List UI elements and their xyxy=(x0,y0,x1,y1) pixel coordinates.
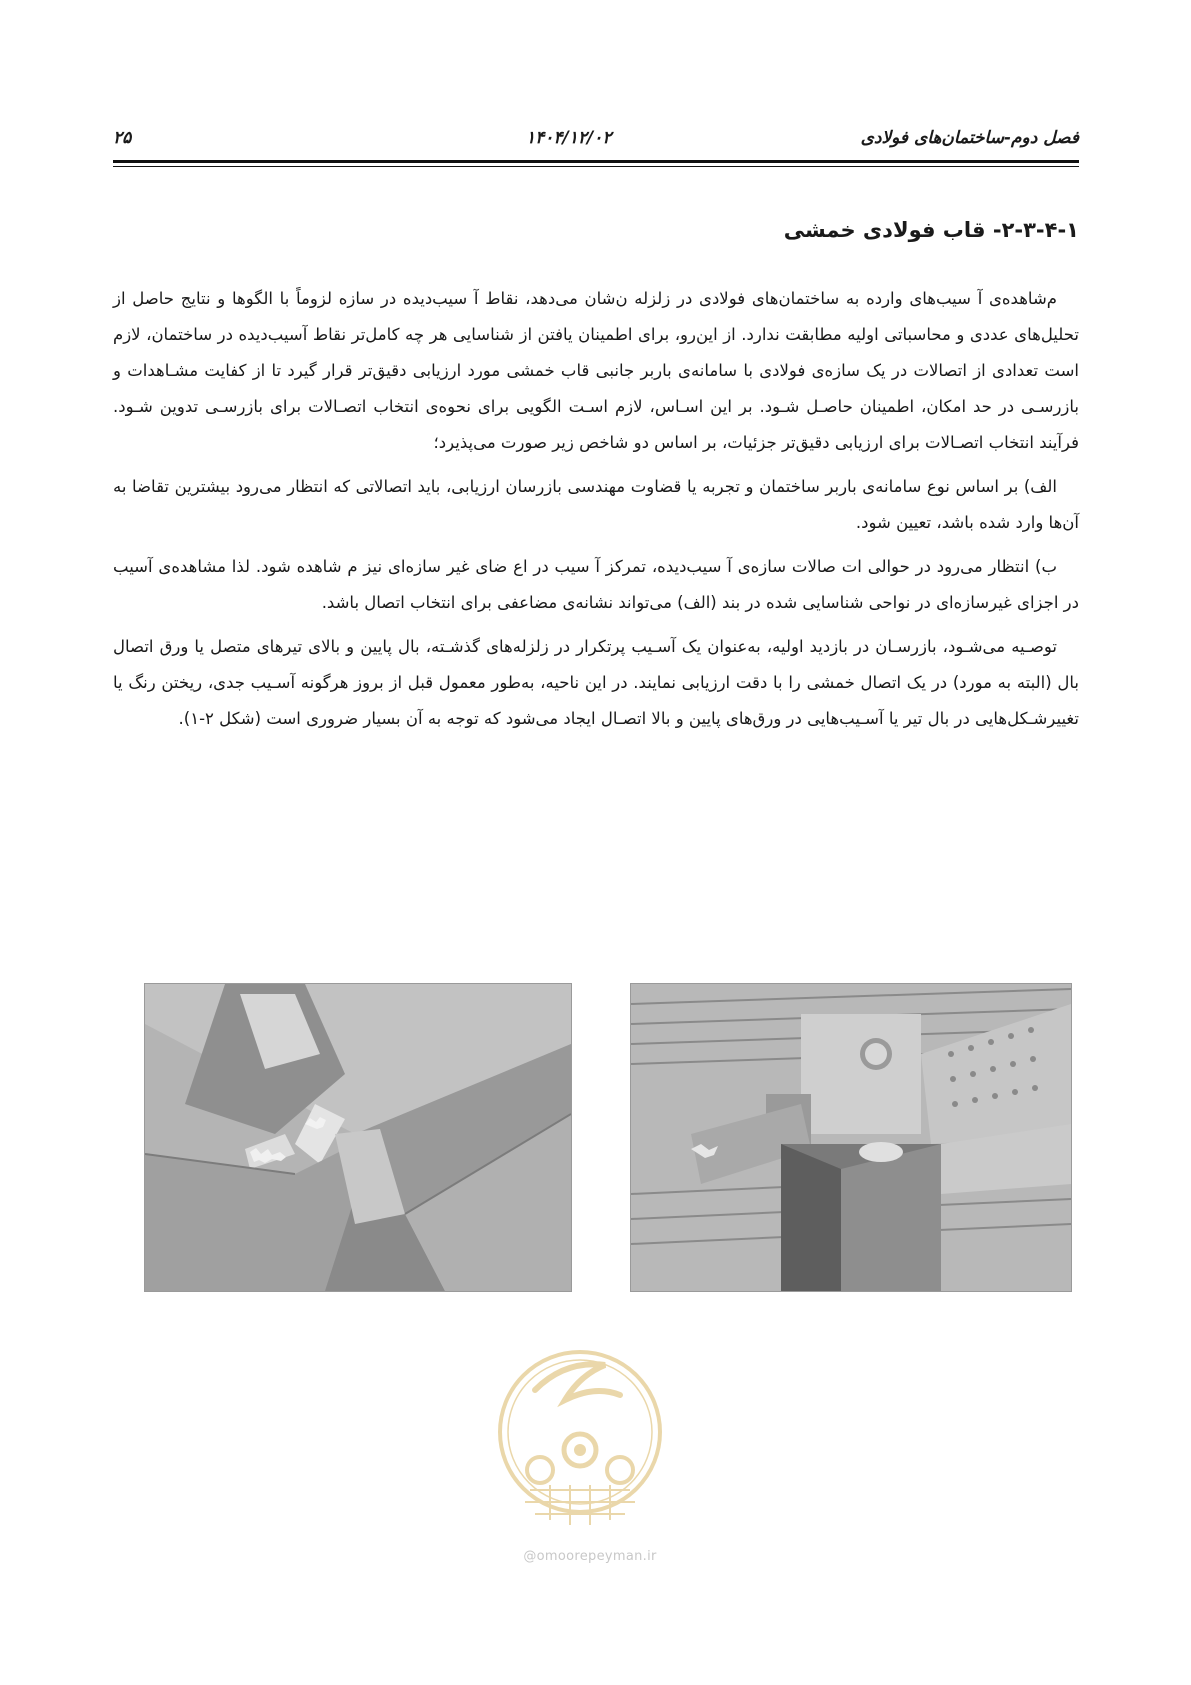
header-rule-thick xyxy=(113,160,1079,163)
beam-column-connection-photo xyxy=(630,983,1072,1292)
header-rule-thin xyxy=(113,166,1079,167)
chapter-title: فصل دوم-ساختمان‌های فولادی xyxy=(860,128,1079,148)
paragraph-intro: م‌شاهده‌ی آ سیب‌های وارده به ساختمان‌های فولادی در زلزله ن‌شان می‌دهد، نقاط آ سیب‌دیده در سازه لزوماً با الگوها و نتایج حاصل از تحلیل‌های عددی و محاسباتی اولیه مطابقت ندارد. از این‌رو، برای اطمینان یافتن از شناسایی هر چه کامل‌تر نقاط آسیب‌دیده در ساختمان، لازم است تعدادی از اتصالات در یک سازه‌ی فولادی با سامانه‌ی باربر جانبی قاب خمشی مورد ارزیابی دقیق‌تر قرار گیرد تا از کفایت مشـاهدات و بازرسـی در حد امکان، اطمینان حاصـل شـود. بر این اسـاس، لازم اسـت الگویی برای نحوه‌ی انتخاب اتصـالات برای بازرسـی تدوین شـود. فرآیند انتخاب اتصـالات برای ارزیابی دقیق‌تر جزئیات، بر اساس دو شاخص زیر صورت می‌پذیرد؛ xyxy=(113,289,1079,452)
paragraph-item-a: الف) بر اساس نوع سامانه‌ی باربر ساختمان و تجربه یا قضاوت مهندسی بازرسان ارزیابی، باید اتصالاتی که انتظار می‌رود بیشترین تقاضا به آن‌ها وارد شده باشد، تعیین شود. xyxy=(113,477,1079,532)
body-text xyxy=(113,281,1079,745)
page-number: ۲۵ xyxy=(113,128,132,148)
paragraph-recommendation: توصـیه می‌شـود، بازرسـان در بازدید اولیه، به‌عنوان یک آسـیب پرتکرار در زلزله‌های گذشـته، بال پایین و بالای تیرهای متصل یا ورق اتصال بال (البته به مورد) در یک اتصال خمشی را با دقت ارزیابی نمایند. در این ناحیه، به‌طور معمول قبل از بروز هرگونه آسـیب جدی، ریختن رنگ یا تغییرشـکل‌هایی در بال تیر یا آسـیب‌هایی در ورق‌های پایین و بالا اتصـال ایجاد می‌شود که توجه به آن بسیار ضروری است (شکل ۲-۱). xyxy=(113,637,1079,728)
watermark-url: @omoorepeyman.ir xyxy=(523,1549,657,1564)
omoorepeyman-watermark-logo xyxy=(490,1320,670,1585)
paragraph-item-b: ب) انتظار می‌رود در حوالی ات صالات سازه‌ی آ سیب‌دیده، تمرکز آ سیب در اع ضای غیر سازه‌ای نیز م شاهده شود. لذا مشاهده‌ی آسیب در اجزای غیرسازه‌ای در نواحی شناسایی شده در بند (الف) می‌تواند نشانه‌ی مضاعفی برای انتخاب اتصال باشد. xyxy=(113,557,1079,612)
section-title: ۲-۳-۴-۱- قاب فولادی خمشی xyxy=(783,218,1079,242)
header-date: ۱۴۰۴/۱۲/۰۲ xyxy=(526,128,612,148)
connection-paint-flaking-photo xyxy=(144,983,572,1292)
running-header xyxy=(113,128,1079,156)
